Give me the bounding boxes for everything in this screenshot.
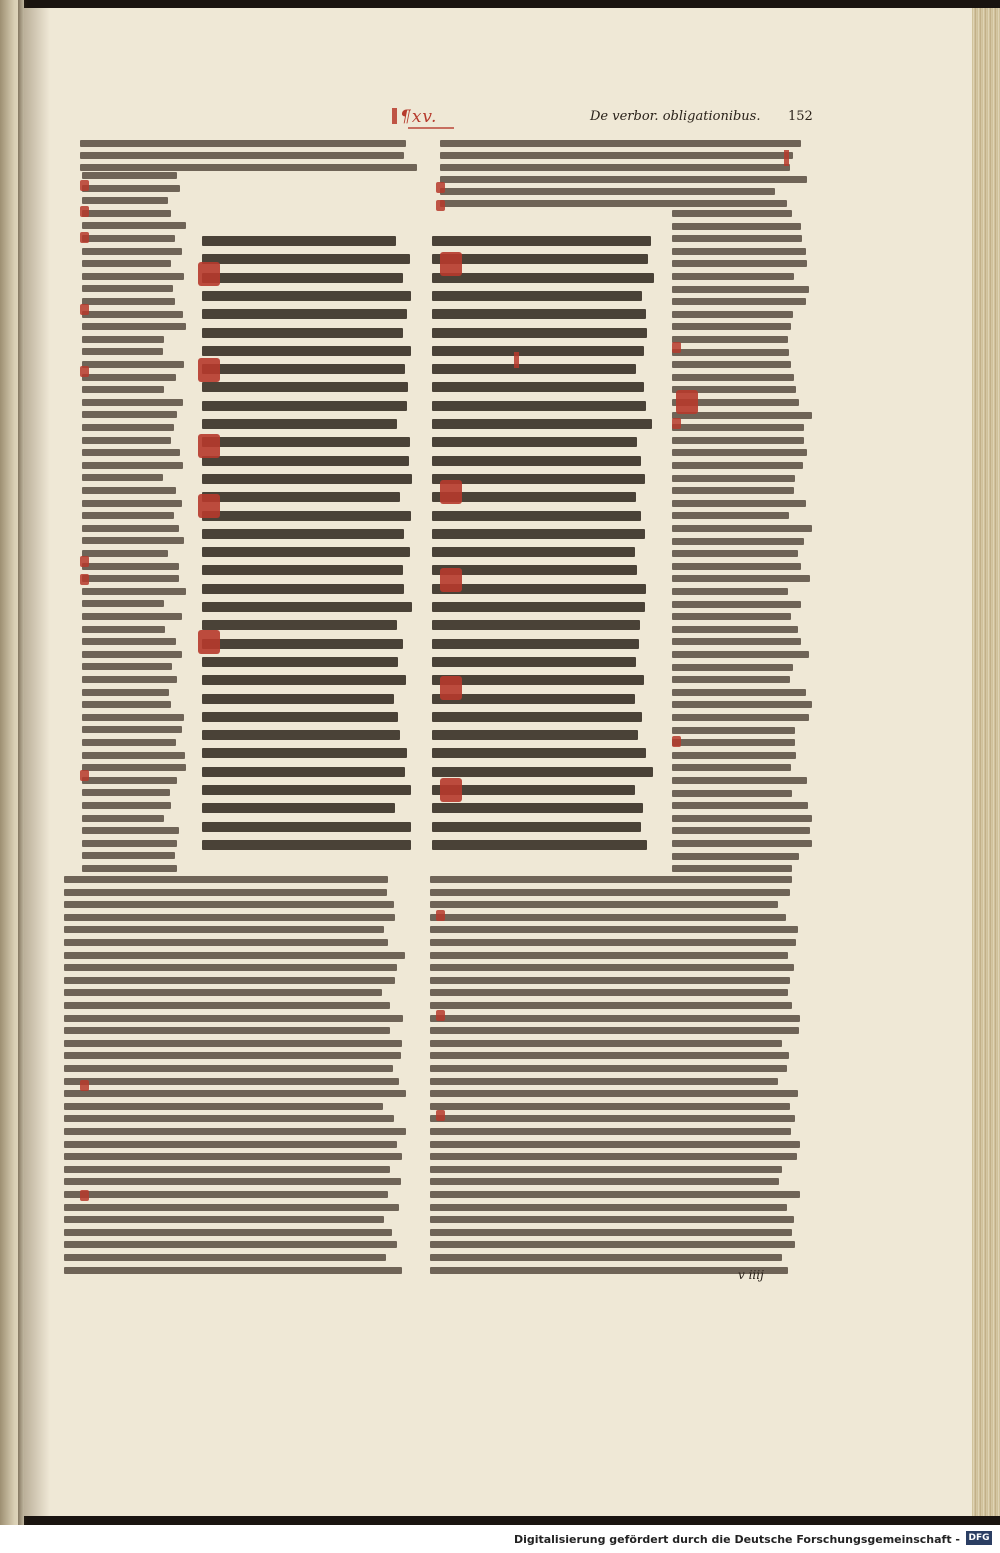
gloss-line <box>672 865 792 872</box>
rubricated-initial <box>198 434 220 458</box>
gloss-line <box>672 764 791 771</box>
gloss-line <box>672 248 806 255</box>
main-text-line <box>432 291 642 301</box>
gloss-line <box>430 939 796 946</box>
main-text-line <box>432 840 647 850</box>
gloss-line <box>672 651 809 658</box>
main-text-line <box>202 346 411 356</box>
gloss-line <box>64 1254 386 1261</box>
gloss-line <box>430 1015 800 1022</box>
gloss-line <box>672 601 801 608</box>
gloss-line <box>64 1191 388 1198</box>
gloss-line <box>82 840 177 847</box>
gloss-line <box>64 1166 390 1173</box>
gloss-line <box>672 487 794 494</box>
gloss-line <box>82 411 177 418</box>
gloss-line <box>430 1115 795 1122</box>
gloss-line <box>430 989 788 996</box>
gloss-line <box>80 164 417 171</box>
gloss-line <box>64 1128 406 1135</box>
gloss-line <box>430 1267 788 1274</box>
main-text-line <box>202 602 412 612</box>
gloss-line <box>672 802 808 809</box>
main-text-line <box>202 382 408 392</box>
page-gutter <box>24 8 50 1516</box>
gloss-line <box>672 273 794 280</box>
gloss-line <box>82 752 185 759</box>
rubricated-initial <box>198 262 220 286</box>
gloss-line <box>430 952 788 959</box>
main-text-line <box>202 547 410 557</box>
main-text-line <box>432 273 654 283</box>
gloss-line <box>430 964 794 971</box>
gloss-line <box>82 777 177 784</box>
gloss-line <box>82 512 174 519</box>
gloss-line <box>82 852 175 859</box>
gloss-line <box>82 827 179 834</box>
gloss-line <box>430 1229 792 1236</box>
gloss-line <box>64 1015 403 1022</box>
gloss-line <box>82 537 184 544</box>
paragraph-mark <box>80 206 89 217</box>
gloss-line <box>82 185 180 192</box>
gloss-line <box>430 1090 798 1097</box>
main-text-line <box>432 382 644 392</box>
gloss-line <box>82 588 186 595</box>
folio-mark: ¶xv. <box>400 107 438 127</box>
main-text-line <box>432 309 646 319</box>
gloss-line <box>82 626 165 633</box>
gloss-line <box>430 1241 795 1248</box>
paragraph-mark <box>80 1190 89 1201</box>
gloss-line <box>82 248 182 255</box>
paragraph-mark <box>80 232 89 243</box>
gloss-line <box>82 336 164 343</box>
gloss-line <box>82 651 182 658</box>
gloss-line <box>672 550 798 557</box>
gloss-line <box>672 676 790 683</box>
gloss-line <box>82 386 164 393</box>
gloss-line <box>64 889 387 896</box>
main-text-line <box>202 309 407 319</box>
gloss-line <box>82 815 164 822</box>
gloss-line <box>430 1128 791 1135</box>
gloss-line <box>430 889 790 896</box>
gloss-line <box>82 210 171 217</box>
main-text-line <box>432 657 636 667</box>
paragraph-mark <box>672 736 681 747</box>
pilcrow-stroke <box>392 108 397 124</box>
gloss-line <box>82 285 173 292</box>
gloss-line <box>80 140 406 147</box>
main-text-line <box>202 474 412 484</box>
main-text-line <box>202 584 404 594</box>
gloss-line <box>672 235 802 242</box>
main-text-line <box>432 694 635 704</box>
gloss-line <box>672 538 804 545</box>
gloss-line <box>82 260 171 267</box>
paragraph-mark <box>436 200 445 211</box>
gloss-line <box>672 563 801 570</box>
gloss-line <box>672 790 792 797</box>
gloss-line <box>82 563 179 570</box>
main-text-line <box>432 730 638 740</box>
paragraph-mark <box>672 418 681 429</box>
main-text-line <box>432 565 637 575</box>
main-text-line <box>202 694 394 704</box>
gloss-line <box>64 964 397 971</box>
signature-mark: v iiij <box>738 1268 764 1282</box>
gloss-line <box>430 1204 787 1211</box>
paragraph-mark <box>80 366 89 377</box>
folio-underline <box>408 127 454 129</box>
pilcrow-stroke <box>784 150 789 166</box>
main-text-line <box>432 785 635 795</box>
main-text-line <box>202 620 397 630</box>
paragraph-mark <box>80 556 89 567</box>
gloss-line <box>672 311 793 318</box>
main-text-line <box>202 328 403 338</box>
gloss-line <box>64 1216 384 1223</box>
gloss-line <box>82 764 186 771</box>
gloss-line <box>440 176 807 183</box>
gloss-line <box>82 298 175 305</box>
gloss-line <box>82 701 171 708</box>
gloss-line <box>82 222 186 229</box>
main-text-line <box>432 236 651 246</box>
main-text-line <box>202 730 400 740</box>
main-text-line <box>432 419 652 429</box>
main-text-line <box>202 785 411 795</box>
gloss-line <box>82 424 174 431</box>
gloss-line <box>82 273 184 280</box>
gloss-line <box>82 739 176 746</box>
main-text-line <box>432 529 645 539</box>
gloss-line <box>440 140 801 147</box>
gloss-line <box>430 1178 779 1185</box>
gloss-line <box>672 626 798 633</box>
gloss-line <box>672 689 806 696</box>
gloss-line <box>672 210 792 217</box>
paragraph-mark <box>672 342 681 353</box>
gloss-line <box>82 399 183 406</box>
gloss-line <box>672 752 796 759</box>
main-text-line <box>202 639 403 649</box>
gloss-line <box>82 361 184 368</box>
main-text-line <box>202 803 395 813</box>
gloss-line <box>82 663 172 670</box>
gloss-line <box>82 726 182 733</box>
fore-edge <box>972 8 1000 1516</box>
gloss-line <box>672 575 810 582</box>
gloss-line <box>430 1002 792 1009</box>
gloss-line <box>82 714 184 721</box>
main-text-line <box>432 437 637 447</box>
gloss-line <box>430 977 790 984</box>
main-text-line <box>432 547 635 557</box>
main-text-line <box>202 419 397 429</box>
gloss-line <box>672 512 789 519</box>
paragraph-mark <box>436 1010 445 1021</box>
main-text-line <box>202 254 410 264</box>
gloss-line <box>672 827 810 834</box>
footer-credit: Digitalisierung gefördert durch die Deutsche Forschungsgemeinschaft - <box>513 1533 960 1546</box>
gloss-line <box>82 487 176 494</box>
main-text-line <box>202 712 398 722</box>
rubricated-initial <box>198 358 220 382</box>
gloss-line <box>64 939 388 946</box>
main-text-line <box>202 401 407 411</box>
main-text-line <box>432 401 646 411</box>
gloss-line <box>672 853 799 860</box>
gloss-line <box>82 197 168 204</box>
gloss-line <box>672 462 803 469</box>
gloss-line <box>82 449 180 456</box>
rubricated-initial <box>440 568 462 592</box>
gloss-line <box>64 1052 401 1059</box>
gloss-line <box>82 789 170 796</box>
gloss-line <box>672 449 807 456</box>
main-text-line <box>202 840 411 850</box>
paragraph-mark <box>80 304 89 315</box>
main-text-line <box>432 474 645 484</box>
gloss-line <box>430 1027 799 1034</box>
gloss-line <box>82 348 163 355</box>
main-text-line <box>432 639 639 649</box>
gloss-line <box>672 349 789 356</box>
gloss-line <box>64 989 382 996</box>
gloss-line <box>440 188 775 195</box>
gloss-line <box>64 1267 402 1274</box>
gloss-line <box>430 1166 782 1173</box>
gloss-line <box>64 1040 402 1047</box>
main-text-line <box>432 364 636 374</box>
gloss-line <box>82 374 176 381</box>
gloss-line <box>430 1078 778 1085</box>
main-text-line <box>432 712 642 722</box>
gloss-line <box>430 1040 782 1047</box>
gloss-line <box>672 714 809 721</box>
pilcrow-stroke <box>514 352 519 368</box>
gloss-line <box>82 865 177 872</box>
gloss-line <box>440 152 793 159</box>
gloss-line <box>64 926 384 933</box>
gloss-line <box>64 1229 392 1236</box>
gloss-line <box>672 298 806 305</box>
gloss-line <box>440 200 787 207</box>
gloss-line <box>672 638 801 645</box>
gloss-line <box>64 876 388 883</box>
main-text-line <box>202 236 396 246</box>
gloss-line <box>82 575 179 582</box>
gloss-line <box>64 977 395 984</box>
rubricated-initial <box>440 480 462 504</box>
main-text-line <box>432 492 636 502</box>
gloss-line <box>430 1216 794 1223</box>
gloss-line <box>672 525 812 532</box>
rubricated-initial <box>676 390 698 414</box>
gloss-line <box>82 235 175 242</box>
main-text-line <box>432 511 641 521</box>
running-title: De verbor. obligationibus. <box>590 109 761 124</box>
gloss-line <box>430 1191 800 1198</box>
gloss-line <box>82 500 182 507</box>
main-text-line <box>432 620 640 630</box>
gloss-line <box>82 462 183 469</box>
main-text-line <box>432 767 653 777</box>
main-text-line <box>202 511 411 521</box>
gloss-line <box>64 1115 394 1122</box>
gloss-line <box>82 311 183 318</box>
main-text-line <box>432 748 646 758</box>
gloss-line <box>672 840 812 847</box>
gloss-line <box>430 1103 790 1110</box>
gloss-line <box>672 588 788 595</box>
gloss-line <box>82 689 169 696</box>
dfg-logo: DFG <box>966 1531 992 1545</box>
main-text-line <box>202 565 403 575</box>
gloss-line <box>430 1153 797 1160</box>
main-text-line <box>202 364 405 374</box>
gloss-line <box>82 525 179 532</box>
rubricated-initial <box>198 630 220 654</box>
gloss-line <box>672 613 791 620</box>
rubricated-initial <box>440 676 462 700</box>
main-text-line <box>432 675 644 685</box>
paragraph-mark <box>80 180 89 191</box>
gloss-line <box>64 901 394 908</box>
paragraph-mark <box>436 1110 445 1121</box>
gloss-line <box>672 260 807 267</box>
gloss-line <box>430 914 786 921</box>
main-text-line <box>202 273 403 283</box>
gloss-line <box>64 1178 401 1185</box>
gloss-line <box>430 1141 800 1148</box>
gloss-line <box>64 1153 402 1160</box>
gloss-line <box>430 926 798 933</box>
gloss-line <box>672 223 801 230</box>
gloss-line <box>64 1090 406 1097</box>
gloss-line <box>672 437 804 444</box>
gloss-line <box>672 777 807 784</box>
gloss-line <box>430 1052 789 1059</box>
main-text-line <box>202 822 411 832</box>
gloss-line <box>82 638 176 645</box>
gloss-line <box>430 1065 787 1072</box>
gloss-line <box>64 1141 397 1148</box>
running-head <box>400 107 820 133</box>
footer-bar <box>0 1525 1000 1553</box>
gloss-line <box>672 374 794 381</box>
rubricated-initial <box>440 252 462 276</box>
gloss-line <box>82 474 163 481</box>
gloss-line <box>672 664 793 671</box>
gloss-line <box>672 424 804 431</box>
gloss-line <box>672 475 795 482</box>
gloss-line <box>430 1254 782 1261</box>
gloss-line <box>430 876 792 883</box>
gloss-line <box>64 1002 390 1009</box>
main-text-line <box>202 767 405 777</box>
main-text-line <box>432 602 645 612</box>
gloss-line <box>82 600 164 607</box>
gloss-line <box>64 1241 397 1248</box>
gloss-line <box>80 152 404 159</box>
gloss-line <box>64 1204 399 1211</box>
gloss-line <box>82 613 182 620</box>
paragraph-mark <box>80 574 89 585</box>
main-text-line <box>202 657 398 667</box>
gloss-line <box>672 815 812 822</box>
gloss-line <box>672 500 806 507</box>
gloss-line <box>672 361 791 368</box>
main-text-line <box>202 291 411 301</box>
gloss-line <box>672 286 809 293</box>
gloss-line <box>672 739 795 746</box>
gloss-line <box>64 1078 399 1085</box>
gloss-line <box>672 727 795 734</box>
gloss-line <box>64 914 395 921</box>
gloss-line <box>64 1103 383 1110</box>
main-text-line <box>202 437 410 447</box>
gloss-line <box>64 1065 393 1072</box>
gloss-line <box>672 336 788 343</box>
gloss-line <box>82 323 186 330</box>
gloss-line <box>82 802 171 809</box>
main-text-line <box>202 492 400 502</box>
main-text-line <box>432 822 641 832</box>
gloss-line <box>82 676 177 683</box>
main-text-line <box>202 529 404 539</box>
main-text-line <box>432 346 644 356</box>
rubricated-initial <box>198 494 220 518</box>
paragraph-mark <box>436 182 445 193</box>
gloss-line <box>672 323 791 330</box>
main-text-line <box>432 328 647 338</box>
main-text-line <box>202 675 406 685</box>
main-text-line <box>202 748 407 758</box>
gloss-line <box>430 901 778 908</box>
gloss-line <box>82 550 168 557</box>
paragraph-mark <box>80 1080 89 1091</box>
gloss-line <box>64 1027 390 1034</box>
gloss-line <box>440 164 790 171</box>
main-text-line <box>202 456 409 466</box>
main-text-line <box>432 803 643 813</box>
gloss-line <box>82 437 171 444</box>
paragraph-mark <box>80 770 89 781</box>
gloss-line <box>672 701 812 708</box>
rubricated-initial <box>440 778 462 802</box>
main-text-line <box>432 456 641 466</box>
main-text-line <box>432 584 646 594</box>
gloss-line <box>64 952 405 959</box>
gloss-line <box>82 172 177 179</box>
folio-number: 152 <box>788 109 813 124</box>
main-text-line <box>432 254 648 264</box>
paragraph-mark <box>436 910 445 921</box>
